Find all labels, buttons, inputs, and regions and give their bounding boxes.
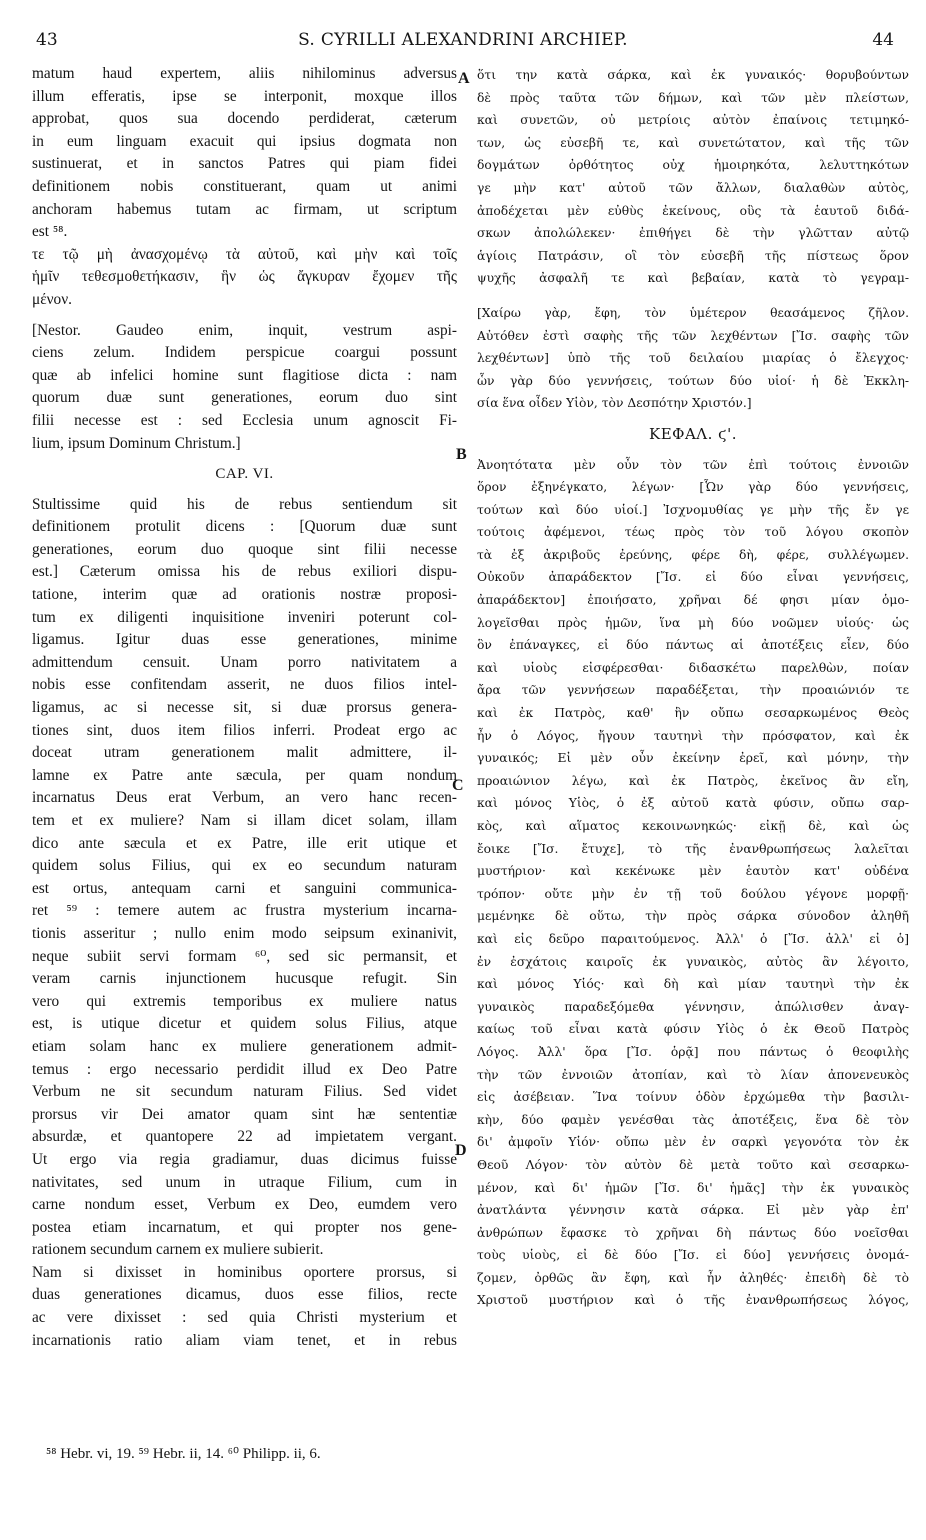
latin-spacer <box>32 312 457 320</box>
greek-line: Θεοῦ Λόγον· τὸν αὐτὸν δὲ μετὰ τοῦτο καὶ σεσαρκω- <box>477 1157 909 1172</box>
latin-line: tiones sint, duos item filios inferri. Prodeat ergo ac <box>32 721 457 739</box>
latin-line: quidem solus Filius, qui ex eo secundum naturam <box>32 857 457 875</box>
latin-line: incarnationis ratio aliam viam tenet, et in rebus <box>32 1331 457 1349</box>
latin-line: tatione, interim quæ ad orationis nostræ proposi- <box>32 586 457 604</box>
margin-letter-c: C <box>452 777 464 794</box>
greek-line: μυστήριον· καὶ κεκένωκε μὲν ἑαυτὸν κατ' οὐδένα <box>477 864 909 879</box>
footnotes: ⁵⁸ Hebr. vi, 19. ⁵⁹ Hebr. ii, 14. ⁶⁰ Philipp. ii, 6. <box>46 1446 321 1462</box>
greek-line: ζομεν, ὀρθῶς ἂν ἔφη, καὶ ἦν ἀληθές· ἐπειδὴ δὲ τὸ <box>477 1270 909 1285</box>
greek-line: ἀπαράδεκτον] ἐποιήσατο, χρῆναι δέ φησι μίαν ὁμο- <box>477 593 909 608</box>
greek-line: Λόγος. Ἀλλ' ὅρα [Ἴσ. ὁρᾷ] που πάντως ὁ θεοφιλὴς <box>477 1044 909 1059</box>
greek-spacer <box>477 290 909 302</box>
latin-line: Ut ergo via regia gradiamur, duas dicimus fuisse <box>32 1150 457 1168</box>
latin-line: approbat, quos sua docendo perdiderat, cæterum <box>32 110 457 128</box>
greek-line: ἔοικε [Ἴσ. ἔτυχε], τὸ τῆς ἐνανθρωπήσεως λαλεῖται <box>477 841 909 856</box>
greek-line: λογεῖσθαι πρὸς ἡμῶν, ἵνα μὴ δύο νοῶμεν υἱούς· ὡς <box>477 615 909 630</box>
latin-line: definitionem nobis constituerant, quam ut animi <box>32 177 457 195</box>
latin-line: neque subiit servi formam ⁶⁰, sed sic permansit, et <box>32 947 457 965</box>
greek-line: σκων ἀπολώλεκεν· ἐπιθήγει δὲ τὴν γλῶτταν αὐτῷ <box>477 226 909 241</box>
latin-line: μένον. <box>32 290 72 308</box>
greek-line: ὅτι την κατὰ σάρκα, καὶ ἐκ γυναικός· θορυβούντων <box>477 68 909 82</box>
greek-line: ἀποδέχεται μὲν εὐθὺς ἐκείνους, οὓς τὰ ἑαυτοῦ διδά- <box>477 203 909 218</box>
latin-line: ac vere dixisset : sed quia Christi mysterium et <box>32 1309 457 1327</box>
latin-line: postea etiam incarnatum, et qui propter nos gene- <box>32 1218 457 1236</box>
margin-letter-b: B <box>456 446 467 463</box>
greek-line: ὧν γὰρ δύο γεννήσεις, τούτων δύο υἱοί· ἡ δὲ Ἐκκλη- <box>477 373 909 388</box>
latin-line: ligamus, ac si necesse sit, si duæ prorsus genera- <box>32 699 457 717</box>
latin-column <box>32 63 457 1352</box>
latin-line: in eum linguam exacuit qui ipsius dogmata non <box>32 132 457 150</box>
latin-line: carne nondum esset, Verbum ex Deo, eumdem vero <box>32 1196 457 1214</box>
greek-line: γυναικός; Εἰ μὲν οὖν ἐκείνην ἐρεῖ, καὶ μόνην, τὴν <box>477 751 909 766</box>
running-title: S. CYRILLI ALEXANDRINI ARCHIEP. <box>298 30 628 50</box>
latin-line: tem et ex muliere? Nam si illam dicet solam, illam <box>32 812 457 829</box>
latin-line: [Nestor. Gaudeo enim, inquit, vestrum aspi- <box>32 321 457 339</box>
greek-line: καὶ ἐκ Πατρὸς, καθ' ἣν οὔπω σεσαρκωμένος Θεὸς <box>477 706 909 721</box>
page-number-right: 44 <box>872 30 894 50</box>
greek-column <box>477 64 909 1312</box>
greek-line: δογμάτων ὀρθότητος οὐχ ἡμοιρηκότα, λελυττηκότων <box>477 158 909 173</box>
latin-line: tum ex diligenti inquisitione inveniri poterunt col- <box>32 608 457 626</box>
latin-spacer <box>32 486 457 494</box>
latin-line: definitionem protulit dicens : [Quorum duæ sunt <box>32 518 457 536</box>
latin-line: est.] Cæterum omissa his de rebus exiliori dispu- <box>32 563 457 581</box>
greek-line: ψυχῆς ἀσφαλῆ τε καὶ βεβαίαν, κατὰ τὸ γεγραμ- <box>477 271 909 286</box>
greek-line: τούτοις ἀφέμενοι, τέως πρὸς τὸν τοῦ λόγου σκοπὸν <box>477 525 909 540</box>
latin-line: absurdæ, et quantopere 22 ad impietatem vergant. <box>32 1128 457 1146</box>
greek-chapter-heading: ΚΕΦΑΛ. ϛ'. <box>649 424 737 443</box>
latin-line: illum efferatis, ipse se interponit, moxque illos <box>32 87 457 105</box>
margin-letter-d: D <box>455 1142 467 1159</box>
greek-line: προαιώνιον λέγω, καὶ ἐκ Πατρὸς, ἐκεῖνος ἂν εἴη, <box>477 773 909 788</box>
latin-line: generationes, eorum duo quoque sint filii necesse <box>32 540 457 558</box>
greek-line: εἰς ἀσέβειαν. Ἵνα τοίνυν ὁδὸν ἐρχώμεθα τὴν βασιλι- <box>477 1090 909 1105</box>
latin-line: τε τῷ μὴ ἀνασχομένῳ τὰ αὐτοῦ, καὶ μὴν καὶ τοῖς <box>32 245 457 263</box>
margin-letter-a: A <box>458 70 470 87</box>
greek-line: ἐν ἐσχάτοις καιροῖς ἐκ γυναικὸς, αὐτὸς ἂν λέγοιτο, <box>477 954 909 969</box>
latin-line: temus : ergo necessario perdidit illud ex Deo Patre <box>32 1060 457 1078</box>
greek-line: καὶ εἰς δεῦρο παραιτούμενος. Ἀλλ' ὁ [Ἴσ. ἀλλ' εἰ ὁ] <box>477 931 909 946</box>
latin-line: dico ante sæcula et ex Patre, ille erit utique et <box>32 834 457 852</box>
greek-line: δι' ἀμφοῖν Υἱόν· οὔπω μὲν ἐν σαρκὶ γεγονότα τὸν ἐκ <box>477 1135 909 1150</box>
greek-line: Αὐτόθεν ἐστὶ σαφὴς τῆς τῶν λεχθέντων [Ἴσ. σαφὴς τῶν <box>477 328 909 343</box>
greek-line: σία ἕνα οἶδεν Υἱὸν, τὸν Δεσπότην Χριστόν.] <box>477 396 752 411</box>
latin-line: est ortus, antequam carni et sanguini communica- <box>32 879 457 897</box>
greek-line: τὴν τῶν ἐννοιῶν ἀτοπίαν, καὶ τὸ λίαν ἀπονενευκὸς <box>477 1067 909 1082</box>
latin-line: ret ⁵⁹ : temere autem ac frustra mysterium incarna- <box>32 902 457 920</box>
greek-line: ἀνατλάντα γέννησιν κατὰ σάρκα. Εἰ μὲν γὰρ ἐπ' <box>477 1203 909 1218</box>
greek-line: λεχθέντων] ὑπὸ τῆς τοῦ δειλαίου μιαρίας ὁ ἔλεγχος· <box>477 351 909 366</box>
greek-line: Ἀνοητότατα μὲν οὖν τὸν τῶν ἐπὶ τούτοις ἐννοιῶν <box>477 457 909 472</box>
latin-line: matum haud expertem, aliis nihilominus adversus <box>32 65 457 82</box>
greek-line: κὴν, δύο φαμὲν γενέσθαι τὰς ἀποτέξεις, ἕνα δὲ τὸν <box>477 1112 909 1127</box>
latin-line: admittendum censuit. Unam porro nativitatem a <box>32 653 457 671</box>
greek-line: γε μὴν κατ' αὐτοῦ τῶν ἄλλων, διαλαθὼν αὐτὸς, <box>477 180 909 195</box>
greek-spacer <box>477 446 909 454</box>
latin-line: rationem secundum carnem ex muliere subierit. <box>32 1241 324 1259</box>
latin-line: prorsus vir Dei amator quam sint hæ sententiæ <box>32 1105 457 1123</box>
latin-line: ligamus. Igitur duas esse generationes, minime <box>32 631 457 649</box>
latin-line: veram carnis injunctionem hucusque refugit. Sin <box>32 970 457 988</box>
greek-line: ὅρον ἐξηνέγκατο, λέγων· [Ὧν γὰρ δύο γεννήσεις, <box>477 480 909 495</box>
latin-line: quorum duæ sunt generationes, eorum duo sint <box>32 389 457 407</box>
latin-line: ciens zelum. Indidem perspicue coargui possunt <box>32 344 457 362</box>
latin-line: nativitates, sed unum in utraque Filium, cum in <box>32 1173 457 1191</box>
greek-line: γυναικὸς παραδεξόμεθα γέννησιν, ἀπώλισθεν ἀναγ- <box>477 999 909 1014</box>
latin-line: Verbum ne sit secundum naturam Filius. Sed videt <box>32 1083 457 1101</box>
greek-line: ἀνθρώπων ἔφασκε τὸ χρῆναι δὴ πάντως δύο νοεῖσθαι <box>477 1225 909 1240</box>
greek-line: ἦν ὁ Λόγος, ἤγουν ταυτηνὶ τὴν πρόσφατον, καὶ ἐκ <box>477 728 909 743</box>
greek-line: τούτων καὶ δύο υἱοί.] Ἰσχνομυθίας γε μὴν τῆς ἔν γε <box>477 502 909 517</box>
greek-line: ἄρα τῶν γεννήσεων παραδέξεται, τὴν προαιώνιόν τε <box>477 683 909 698</box>
greek-line: [Χαίρω γὰρ, ἔφη, τὸν ὑμέτερον θεασάμενος ζῆλον. <box>477 305 909 320</box>
latin-line: quæ ab infelici homine sunt flagitiose dicta : nam <box>32 366 457 384</box>
greek-line: τοὺς υἱοὺς, εἰ δὲ δύο [Ἴσ. εἰ δύο] γεννήσεις ὀνομά- <box>477 1248 909 1263</box>
latin-line: lamne ex Patre ante sæcula, per quam nondum <box>32 766 457 784</box>
greek-line: μένον, καὶ δι' ἡμῶν [Ἴσ. δι' ἡμᾶς] τὴν ἐκ γυναικὸς <box>477 1180 909 1195</box>
latin-line: tionis asseritur ; nullo enim modo seipsum exinanivit, <box>32 924 457 942</box>
latin-line: filii necesse est : sed Ecclesia unum agnoscit Fi- <box>32 411 457 429</box>
latin-line: lium, ipsum Dominum Christum.] <box>32 434 241 452</box>
greek-line: δὲ πρὸς ταῦτα τῶν δήμων, καὶ τῶν μὲν πλείστων, <box>477 90 909 105</box>
latin-line: etiam solam hanc ex muliere generationem admit- <box>32 1037 457 1055</box>
latin-line: duas generationes dicamus, duos esse filios, recte <box>32 1286 457 1304</box>
page-number-left: 43 <box>36 30 58 50</box>
latin-line: doceat utram generationem malit admittere, il- <box>32 744 457 762</box>
latin-line: ἡμῖν τεθεσμοθετήκασιν, ἣν ὡς ἄγκυραν ἔχομεν τῆς <box>32 268 457 286</box>
latin-chapter-heading: CAP. VI. <box>215 466 274 483</box>
greek-line: ὃν ἐπάναγκες, εἰ δύο πάντως αἱ ἀποτέξεις εἶεν, δύο <box>477 638 909 653</box>
latin-line: nobis esse confitendam asserit, ne duos filios intel- <box>32 676 457 694</box>
latin-line: Nam si dixisset in hominibus oportere prorsus, si <box>32 1263 457 1281</box>
greek-line: καὶ συνετῶν, οὐ μετρίοις αὐτὸν ἐπαίνοις τετιμηκό- <box>477 113 909 128</box>
latin-line: vero qui extremis temporibus ex muliere natus <box>32 992 457 1010</box>
greek-line: μεμένηκε δὲ οὕτω, τὴν πρὸς σάρκα σύνοδον ἀληθῆ <box>477 909 909 924</box>
greek-line: ἁγίοις Πατράσιν, οἳ τὸν εὐσεβῆ τῆς πίστεως ὅρον <box>477 248 909 263</box>
latin-line: est, is utique dicetur et quidem solus Filius, atque <box>32 1015 457 1033</box>
page-header <box>0 30 926 58</box>
greek-line: τὰ ἐξ ἀκριβοῦς ἐρεύνης, φέρε δὴ, φέρε, συλλέγωμεν. <box>477 547 909 562</box>
greek-line: καὶ υἱοὺς εἰσφέρεσθαι· διδασκέτω παρελθὼν, ποίαν <box>477 660 909 675</box>
latin-spacer <box>32 455 457 463</box>
latin-line: est ⁵⁸. <box>32 223 68 241</box>
greek-line: των, ὡς εὐσεβῆ τε, καὶ συνετώτατον, καὶ τῆς τῶν <box>477 135 909 150</box>
greek-line: καὶ μόνος Υἱός· καὶ δὴ καὶ μίαν ταυτηνὶ τὴν ἐκ <box>477 977 909 992</box>
greek-line: καίως τοῦ εἶναι κατὰ φύσιν Υἱὸς ὁ ἐκ Θεοῦ Πατρὸς <box>477 1022 909 1037</box>
greek-line: τρόπον· οὔτε μὴν ἐν τῇ τοῦ δούλου γέγονε μορφῇ· <box>477 886 909 901</box>
greek-line: καὶ μόνος Υἱὸς, ὁ ἐξ αὐτοῦ κατὰ φύσιν, οὔπω σαρ- <box>477 796 909 811</box>
latin-line: Stultissime quid his de rebus sentiendum sit <box>32 495 457 513</box>
greek-line: κὸς, καὶ αἵματος κεκοινωνηκώς· εἰκῇ δὲ, καὶ ὡς <box>477 819 909 833</box>
latin-line: incarnatus Deus erat Verbum, an vero hanc recen- <box>32 789 457 807</box>
latin-line: sustinuerat, et in sanctos Patres qui piam fidei <box>32 155 457 173</box>
greek-line: Χριστοῦ μυστήριον καὶ ὁ τῆς ἐνανθρωπήσεως λόγος, <box>477 1293 909 1308</box>
greek-spacer <box>477 415 909 423</box>
latin-line: anchoram habemus tutam ac firmam, ut scriptum <box>32 200 457 218</box>
greek-line: Οὐκοῦν ἀπαράδεκτον [Ἴσ. εἰ δύο εἶναι γεννήσεις, <box>477 570 909 585</box>
